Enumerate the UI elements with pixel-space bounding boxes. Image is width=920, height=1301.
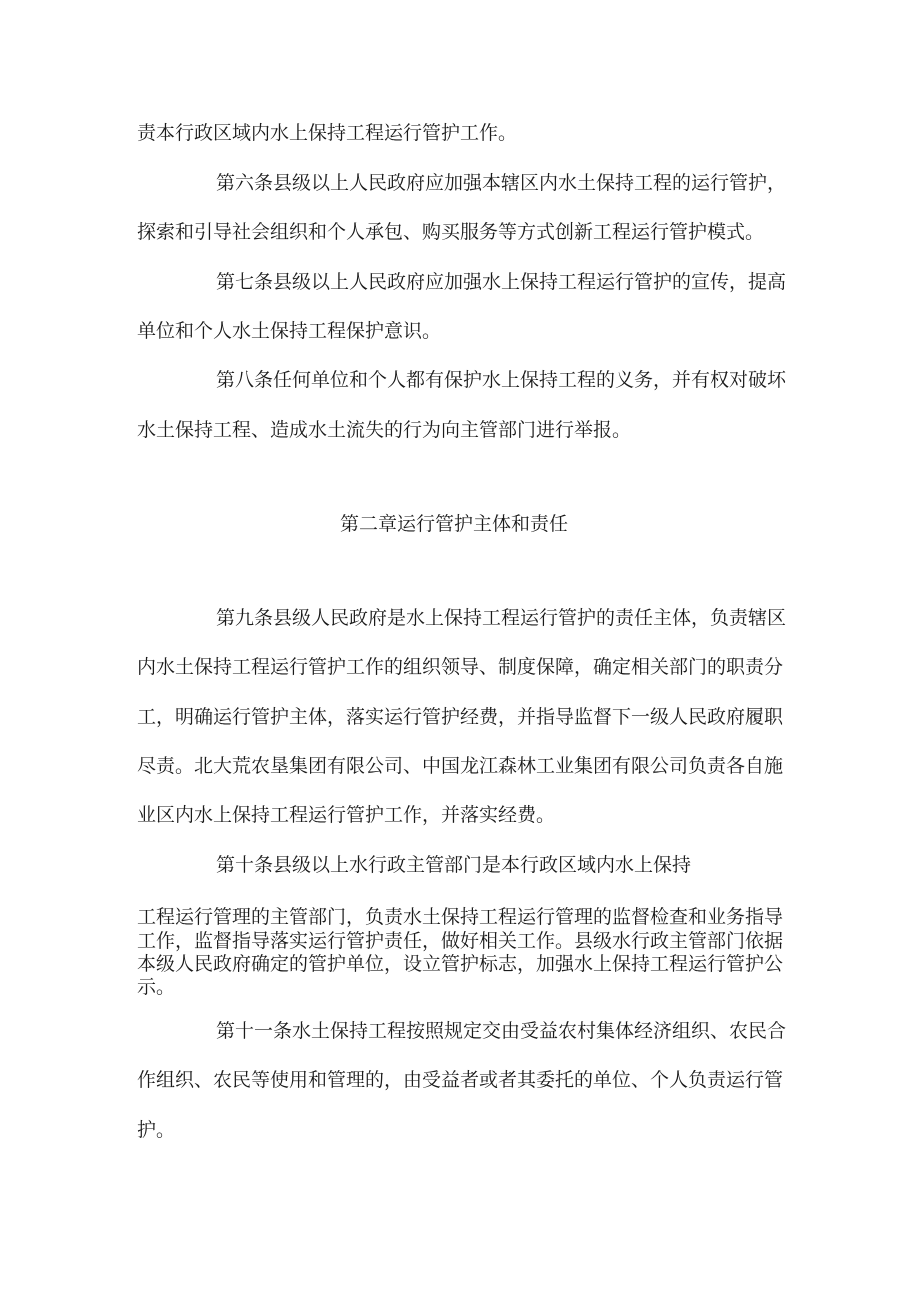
article-8-line-1: 第八条任何单位和个人都有保护水上保持工程的义务，并有权对破坏: [216, 369, 787, 391]
article-9-line-4: 尽责。北大荒农垦集团有限公司、中国龙江森林工业集团有限公司负责各自施: [137, 755, 784, 777]
article-11-line-3: 护。: [137, 1119, 176, 1141]
article-7-line-2: 单位和个人水土保持工程保护意识。: [137, 320, 442, 342]
article-9-line-1: 第九条县级人民政府是水上保持工程运行管护的责任主体，负责辖区: [216, 607, 787, 629]
chapter-heading: 第二章运行管护主体和责任: [340, 513, 569, 535]
article-6-line-1: 第六条县级以上人民政府应加强本辖区内水土保持工程的运行管护，: [216, 172, 787, 194]
article-10-line-4: 本级人民政府确定的管护单位，设立管护标志，加强水上保持工程运行管护公: [137, 953, 784, 975]
article-10-line-1: 第十条县级以上水行政主管部门是本行政区域内水上保持: [216, 854, 692, 876]
article-10-line-5: 示。: [137, 976, 176, 998]
text-line-1: 责本行政区域内水上保持工程运行管护工作。: [137, 122, 518, 144]
article-9-line-5: 业区内水上保持工程运行管护工作，并落实经费。: [137, 804, 556, 826]
article-11-line-2: 作组织、农民等使用和管理的，由受益者或者其委托的单位、个人负责运行管: [137, 1069, 784, 1091]
article-7-line-1: 第七条县级以上人民政府应加强水上保持工程运行管护的宣传，提高: [216, 271, 787, 293]
article-10-line-2: 工程运行管理的主管部门，负责水土保持工程运行管理的监督检查和业务指导: [137, 906, 784, 928]
article-10-line-3: 工作，监督指导落实运行管护责任，做好相关工作。县级水行政主管部门依据: [137, 930, 784, 952]
article-11-line-1: 第十一条水土保持工程按照规定交由受益农村集体经济组织、农民合: [216, 1020, 787, 1042]
article-8-line-2: 水土保持工程、造成水土流失的行为向主管部门进行举报。: [137, 419, 632, 441]
article-9-line-2: 内水土保持工程运行管护工作的组织领导、制度保障，确定相关部门的职责分: [137, 656, 784, 678]
article-9-line-3: 工，明确运行管护主体，落实运行管护经费，并指导监督下一级人民政府履职: [137, 706, 784, 728]
article-6-line-2: 探索和引导社会组织和个人承包、购买服务等方式创新工程运行管护模式。: [137, 221, 765, 243]
